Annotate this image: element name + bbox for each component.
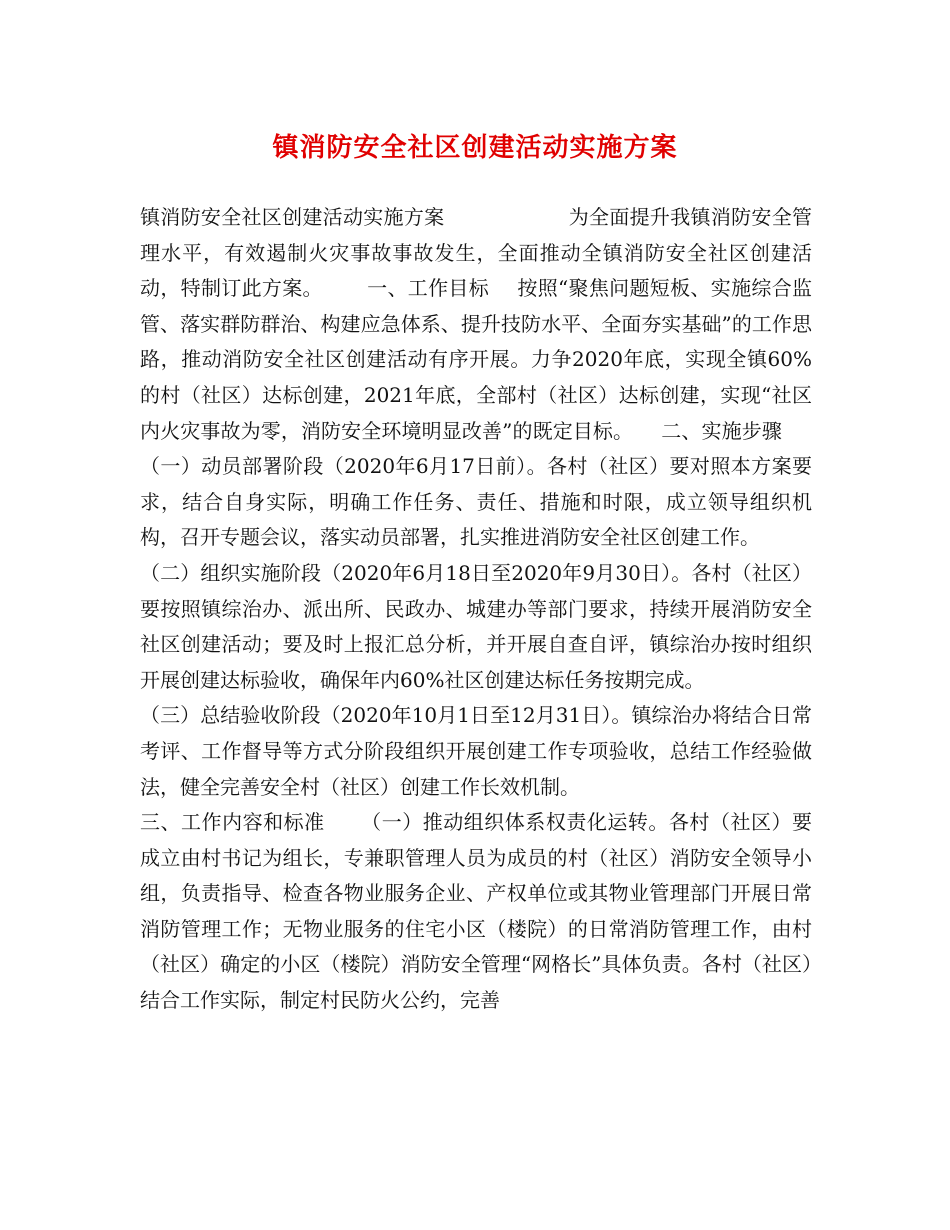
document-title: 镇消防安全社区创建活动实施方案: [272, 133, 678, 163]
paragraph-segment: 为全面提升我镇消防安全管理水平，有效遏制火灾事故事故发生，全面推动全镇消防安全社区创建活动，特制订此方案。: [140, 205, 813, 301]
paragraph-segment: （三）总结验收阶段（2020年10月1日至12月31日）。镇综治办将结合日常考评、工作督导等方式分阶段组织开展创建工作专项验收，总结工作经验做法，健全完善安全村（社区）创建工作长效机制。: [140, 703, 812, 799]
document-body: [140, 200, 812, 1019]
paragraph-1: [140, 200, 812, 556]
paragraph-3: [140, 698, 812, 805]
section-heading: 三、工作内容和标准: [140, 810, 325, 835]
paragraph-2: [140, 556, 812, 698]
paragraph-segment: （二）组织实施阶段（2020年6月18日至2020年9月30日）。各村（社区）要按照镇综治办、派出所、民政办、城建办等部门要求，持续开展消防安全社区创建活动；要及时上报汇总分析，并开展自查自评，镇综治办按时组织开展创建达标验收，确保年内60%社区创建达标任务按期完成。: [140, 560, 812, 692]
paragraph-segment: 镇消防安全社区创建活动实施方案: [140, 205, 445, 229]
paragraph-segment: （一）动员部署阶段（2020年6月17日前）。各村（社区）要对照本方案要求，结合自身实际，明确工作任务、责任、措施和时限，成立领导组织机构，召开专题会议，落实动员部署，扎实推进消防安全社区创建工作。: [140, 454, 812, 550]
section-heading: 一、工作目标: [366, 276, 490, 301]
section-heading: 二、实施步骤: [661, 418, 782, 443]
paragraph-4: [140, 805, 812, 1019]
paragraph-segment: （一）推动组织体系权责化运转。各村（社区）要成立由村书记为组长，专兼职管理人员为成员的村（社区）消防安全领导小组，负责指导、检查各物业服务企业、产权单位或其物业管理部门开展日常消防管理工作；无物业服务的住宅小区（楼院）的日常消防管理工作，由村（社区）确定的小区（楼院）消防安全管理“网格长”具体负责。各村（社区）结合工作实际，制定村民防火公约，完善: [140, 810, 813, 1013]
paragraph-segment: 按照“聚焦问题短板、实施综合监管、落实群防群治、构建应急体系、提升技防水平、全面夯实基础”的工作思路，推动消防安全社区创建活动有序开展。力争2020年底，实现全镇60%的村（社区）达标创建，2021年底，全部村（社区）达标创建，实现“社区内火灾事故为零，消防安全环境明显改善”的既定目标。: [140, 276, 813, 443]
